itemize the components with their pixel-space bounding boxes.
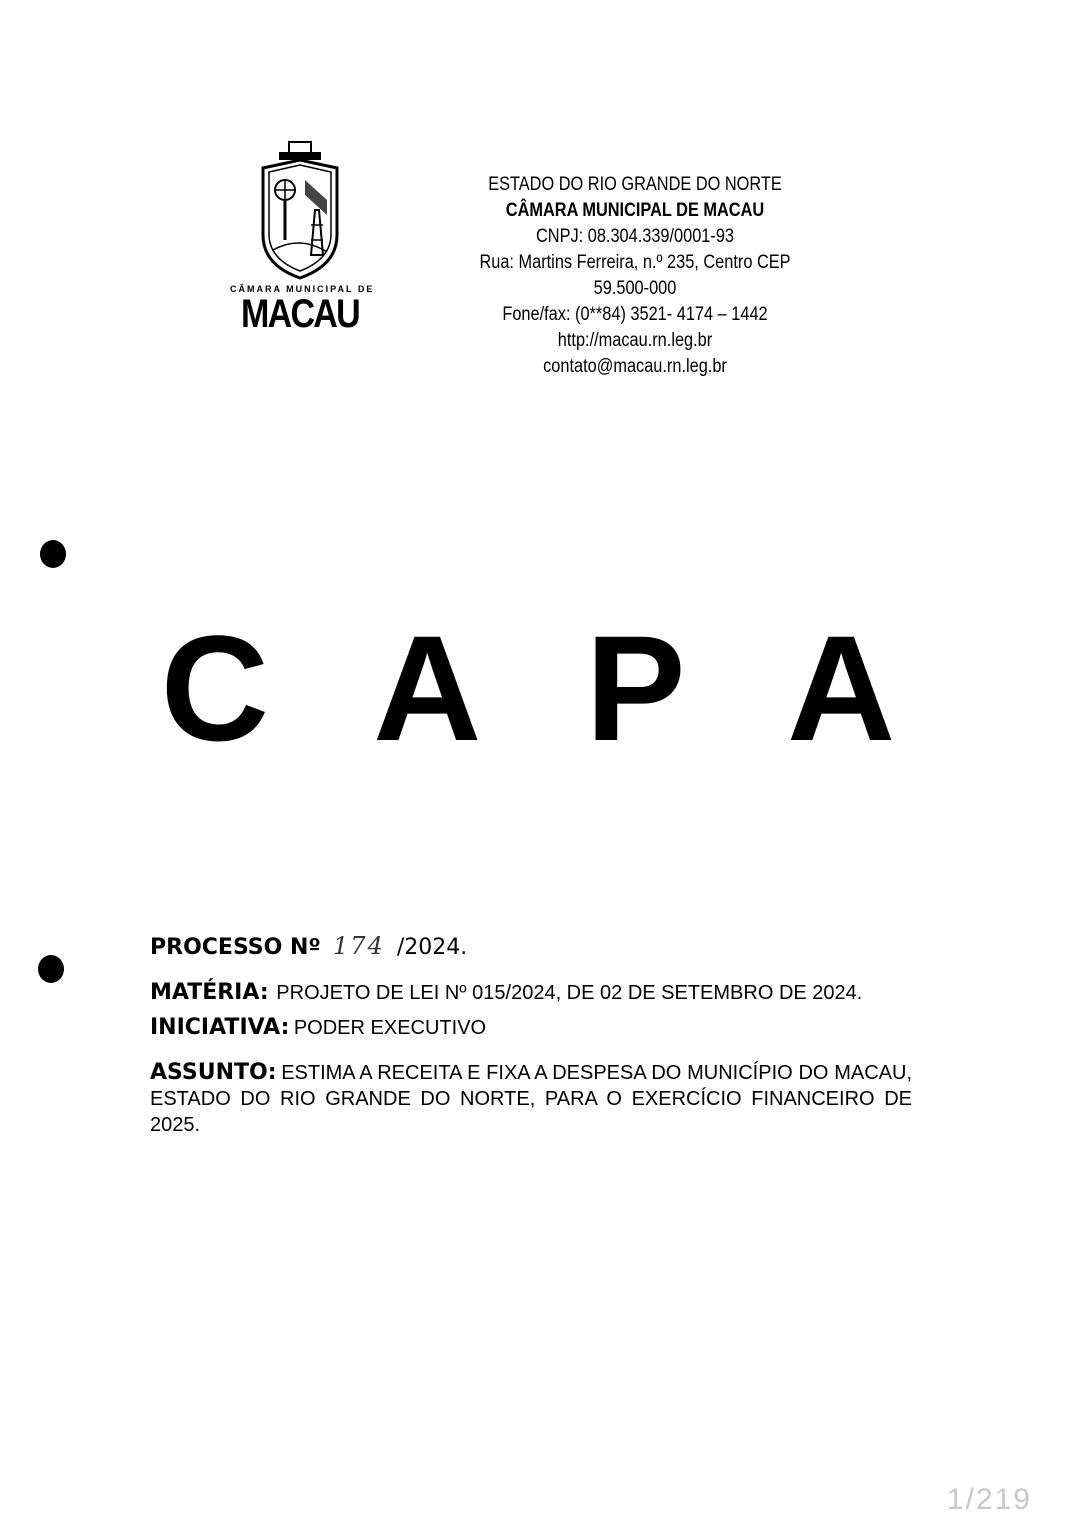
assunto-block (150, 1061, 912, 1139)
iniciativa-block (150, 1013, 930, 1045)
logo-city-name: MACAU (240, 292, 360, 336)
materia-value: PROJETO DE LEI Nº 015/2024, DE 02 DE SETEMBRO DE 2024. (276, 982, 863, 1004)
page-title: C A P A (160, 604, 930, 772)
assunto-label: ASSUNTO: (150, 1060, 277, 1085)
letterhead (459, 172, 812, 380)
iniciativa-label: INICIATIVA: (150, 1015, 290, 1040)
processo-label: PROCESSO Nº (150, 935, 321, 960)
coat-of-arms-logo (230, 140, 375, 370)
punch-hole-top (40, 540, 66, 568)
materia-label: MATÉRIA (150, 980, 260, 1005)
processo-line (150, 925, 930, 969)
institution-line: CÂMARA MUNICIPAL DE MACAU (505, 200, 765, 221)
materia-block: MATÉRIA: PROJETO DE LEI Nº 015/2024, DE 02 DE SETEMBRO DE 2024. (150, 980, 863, 1005)
processo-handwritten-number: 174 (332, 932, 385, 960)
coat-of-arms-icon (255, 140, 345, 280)
state-line: ESTADO DO RIO GRANDE DO NORTE (488, 174, 782, 195)
processo-year: /2024. (396, 935, 468, 960)
iniciativa-value: PODER EXECUTIVO (293, 1017, 487, 1039)
cnpj-line: CNPJ: 08.304.339/0001-93 (535, 226, 735, 247)
logo-camara-label: CÂMARA MUNICIPAL DE (230, 284, 375, 294)
assunto-value: ESTIMA A RECEITA E FIXA A DESPESA DO MUNICÍPIO DO MACAU, ESTADO DO RIO GRANDE DO NORTE, PARA O EXERCÍCIO FINANCEIRO DE 2025. (150, 1062, 912, 1136)
punch-hole-bottom (38, 955, 64, 983)
website-line: http://macau.rn.leg.br (557, 330, 713, 351)
email-line: contato@macau.rn.leg.br (543, 356, 727, 377)
address-line: Rua: Martins Ferreira, n.º 235, Centro CEP 59.500-000 (479, 252, 791, 299)
process-details (150, 925, 930, 1139)
phone-line: Fone/fax: (0**84) 3521- 4174 – 1442 (502, 304, 768, 325)
page-number: 1/219 (946, 1483, 1032, 1516)
